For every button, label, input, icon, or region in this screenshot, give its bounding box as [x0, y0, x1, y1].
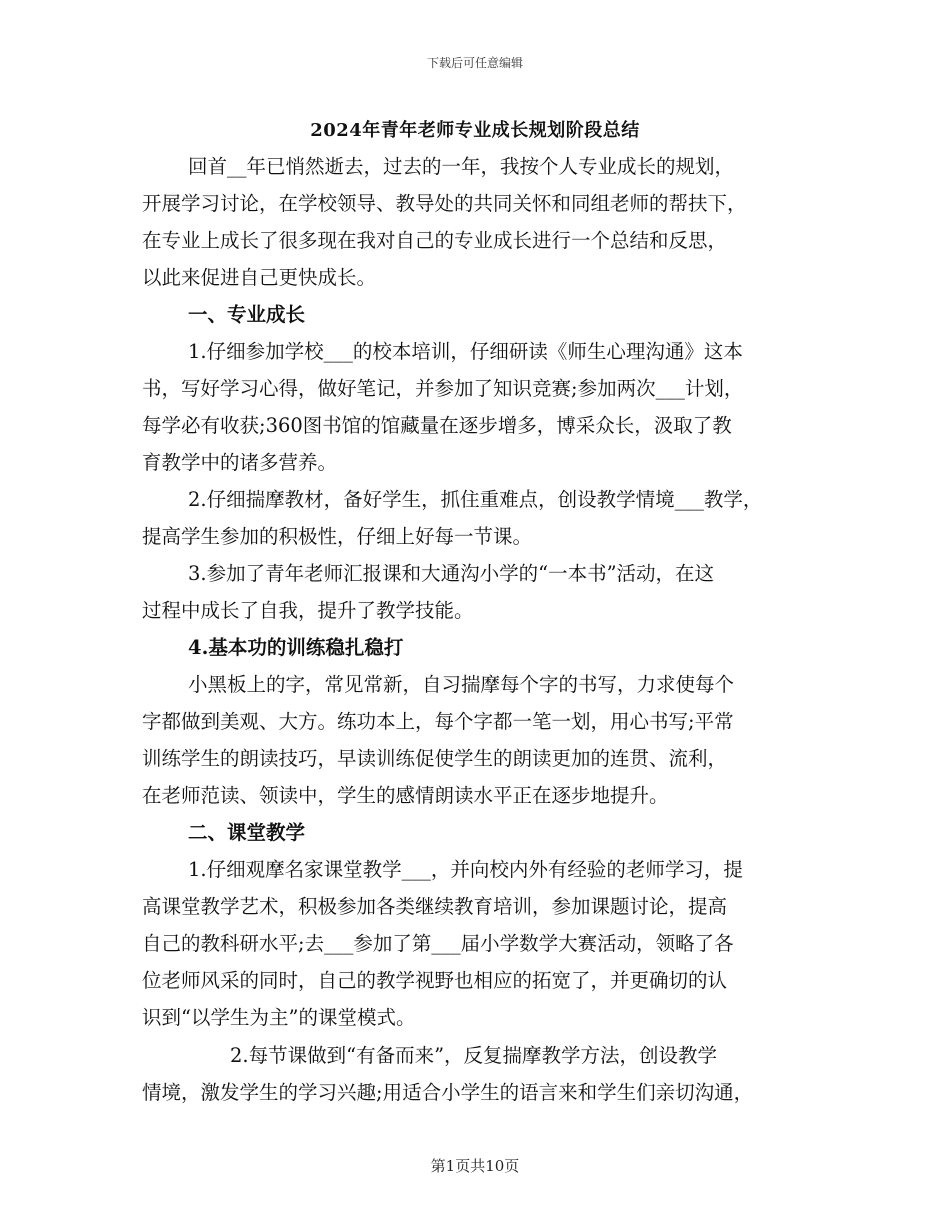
- header-note: 下载后可任意编辑: [426, 56, 523, 70]
- paragraph-line: 情境，激发学生的学习兴趣;用适合小学生的语言来和学生们亲切沟通，: [142, 1081, 754, 1104]
- page-footer: 第1页共10页: [430, 1157, 520, 1175]
- paragraph-line: 2.仔细揣摩教材，备好学生，抓住重难点，创设教学情境___教学，: [188, 488, 763, 511]
- paragraph-line: 识到“以学生为主”的课堂模式。: [142, 1006, 416, 1029]
- section-heading: 一、专业成长: [188, 303, 306, 326]
- paragraph-line: 育教学中的诸多营养。: [142, 451, 338, 474]
- paragraph-line: 书，写好学习心得，做好笔记，并参加了知识竞赛;参加两次___计划，: [142, 377, 744, 400]
- paragraph-line: 位老师风采的同时，自己的教学视野也相应的拓宽了，并更确切的认: [142, 969, 728, 992]
- section-heading: 二、课堂教学: [188, 821, 306, 844]
- document-body: [142, 148, 810, 1111]
- paragraph-line: 3.参加了青年老师汇报课和大通沟小学的“一本书”活动，在这: [188, 562, 715, 585]
- paragraph-line: 自己的教科研水平;去___参加了第___届小学数学大赛活动，领略了各: [142, 932, 734, 955]
- paragraph-line: 1.仔细参加学校___的校本培训，仔细研读《师生心理沟通》这本: [188, 340, 743, 363]
- paragraph-line: 小黑板上的字，常见常新，自习揣摩每个字的书写，力求使每个: [188, 673, 735, 696]
- paragraph-line: 高课堂教学艺术，积极参加各类继续教育培训，参加课题讨论，提高: [142, 895, 728, 918]
- paragraph-line: 每学必有收获;360图书馆的馆藏量在逐步增多，博采众长，汲取了教: [142, 414, 732, 437]
- paragraph-line: 回首__年已悄然逝去，过去的一年，我按个人专业成长的规划，: [188, 155, 735, 178]
- paragraph-line: 在专业上成长了很多现在我对自己的专业成长进行一个总结和反思，: [142, 229, 728, 252]
- paragraph-line: 字都做到美观、大方。练功本上，每个字都一笔一划，用心书写;平常: [142, 710, 734, 733]
- subsection-heading: 4.基本功的训练稳扎稳打: [188, 636, 404, 659]
- paragraph-line: 1.仔细观摩名家课堂教学___，并向校内外有经验的老师学习，提: [188, 858, 743, 881]
- paragraph-line: 2.每节课做到“有备而来”，反复揣摩教学方法，创设教学: [230, 1044, 718, 1067]
- paragraph-line: 开展学习讨论，在学校领导、教导处的共同关怀和同组老师的帮扶下，: [142, 192, 747, 215]
- paragraph-line: 过程中成长了自我，提升了教学技能。: [142, 599, 474, 622]
- paragraph-line: 以此来促进自己更快成长。: [142, 266, 377, 289]
- paragraph-line: 提高学生参加的积极性，仔细上好每一节课。: [142, 525, 533, 548]
- paragraph-line: 训练学生的朗读技巧，早读训练促使学生的朗读更加的连贯、流利，: [142, 747, 728, 770]
- paragraph-line: 在老师范读、领读中，学生的感情朗读水平正在逐步地提升。: [142, 784, 669, 807]
- document-title: 2024年青年老师专业成长规划阶段总结: [310, 120, 640, 141]
